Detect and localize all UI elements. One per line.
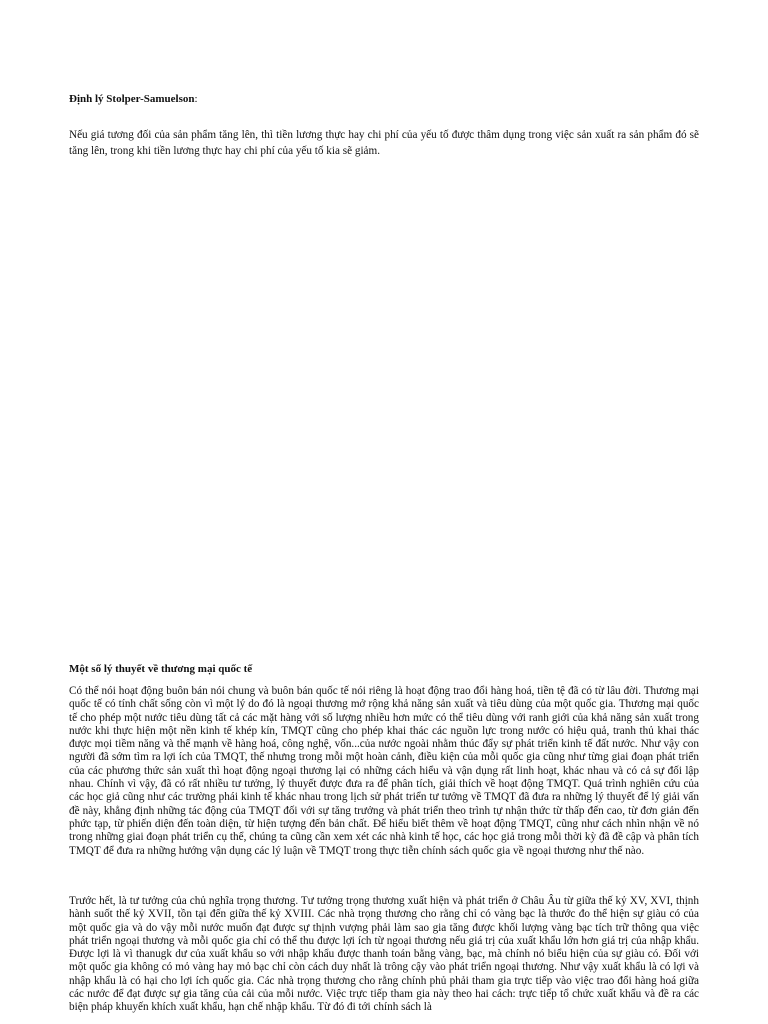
heading-text: Định lý Stolper-Samuelson	[69, 93, 195, 105]
section-heading-trade-theories: Một số lý thuyết về thương mại quốc tế	[69, 663, 253, 675]
body-paragraph-mercantilism: Trước hết, là tư tưởng của chủ nghĩa trọng thương. Tư tưởng trọng thương xuất hiện và phát triển ở Châu Âu từ giữa thế kỷ XV, XVI, thịnh hành suốt thế kỷ XVII, tồn tại đến giữa thế kỷ XVIII. Các nhà trọng thương cho rằng chỉ có vàng bạc là thước đo thể hiện sự giàu có của một quốc gia và do vậy mỗi nước muốn đạt được sự thịnh vượng phải làm sao gia tăng được khối lượng vàng bạc tích trữ thông qua việc phát triển ngoại thương và mỗi quốc gia chỉ có thể thu được lợi ích từ ngoại thương nếu giá trị của xuất khẩu lớn hơn giá trị của nhập khẩu. Được lợi là vì thanugk dư của xuất khẩu so với nhập khẩu được thanh toán bằng vàng, bạc, mà chính nó biểu hiện của sự giàu có. Đối với một quốc gia không có mỏ vàng hay mỏ bạc chỉ còn cách duy nhất là trông cậy vào phát triển ngoại thương. Như vậy xuất khẩu là có lợi và nhập khẩu là có hại cho lợi ích quốc gia. Các nhà trọng thương cho rằng chính phủ phải tham gia trực tiếp vào việc trao đổi hàng hoá giữa các nước để đạt được sự gia tăng của cải của mỗi nước. Việc trực tiếp tham gia này theo hai cách: trực tiếp tổ chức xuất khẩu và đề ra các biện pháp khuyến khích xuất khẩu, hạn chế nhập khẩu. Từ đó đi tới chính sách là	[69, 895, 699, 1014]
section-heading-stolper-samuelson	[69, 92, 198, 106]
body-paragraph-intro: Có thể nói hoạt động buôn bán nói chung và buôn bán quốc tế nói riêng là hoạt động trao đổi hàng hoá, tiền tệ đã có từ lâu đời. Thương mại quốc tế có tính chất sống còn vì một lý do đó là ngoại thương mở rộng khả năng sản xuất và tiêu dùng của một quốc gia. Thương mại quốc tế cho phép một nước tiêu dùng tất cả các mặt hàng với số lượng nhiều hơn mức có thể tiêu dùng với ranh giới của khả năng sản xuất trong nước khi thực hiện một nền kinh tế khép kín, TMQT cũng cho phép khai thác các nguồn lực trong nước có hiệu quả, tranh thủ khai thác được mọi tiềm năng và thế mạnh về hàng hoá, công nghệ, vốn...của nước ngoài nhằm thúc đẩy sự phát triển kinh tế đất nước. Như vậy con người đã sớm tìm ra lợi ích của TMQT, thế nhưng trong mỗi một hoàn cảnh, điều kiện của mỗi quốc gia cũng như từng giai đoạn phát triển của các phương thức sản xuất thì hoạt động ngoại thương lại có những cách hiểu và vận dụng rất linh hoạt, khác nhau và có cả sự đối lập nhau. Chính vì vậy, đã có rất nhiều tư tưởng, lý thuyết được đưa ra để phân tích, giải thích về hoạt động TMQT. Quá trình nghiên cứu của các học giả cũng như các trường phái kinh tế khác nhau trong lịch sử phát triển tư tưởng về TMQT đã đưa ra những lý thuyết để lý giải vấn đề này, khẳng định những tác động của TMQT đối với sự tăng trưởng và phát triển theo trình tự nhận thức từ thấp đến cao, từ đơn giản đến phức tạp, từ phiến diện đến toàn diện, từ hiện tượng đến bản chất. Để hiểu biết thêm về hoạt động TMQT, cũng như cách nhìn nhận về nó trong những giai đoạn phát triển cụ thể, chúng ta cũng cần xem xét các nhà kinh tế học, các học giả trong mỗi thời kỳ đã đề cập và phân tích TMQT để đưa ra những hướng vận dụng các lý luận về TMQT trong thực tiễn chính sách quốc gia về ngoại thương như thế nào.	[69, 685, 699, 857]
heading-colon: :	[194, 93, 198, 105]
theorem-paragraph: Nếu giá tương đối của sản phẩm tăng lên, thì tiền lương thực hay chi phí của yếu tố được thâm dụng trong việc sản xuất ra sản phẩm đó sẽ tăng lên, trong khi tiền lương thực hay chi phí của yếu tố kia sẽ giảm.	[69, 129, 699, 157]
